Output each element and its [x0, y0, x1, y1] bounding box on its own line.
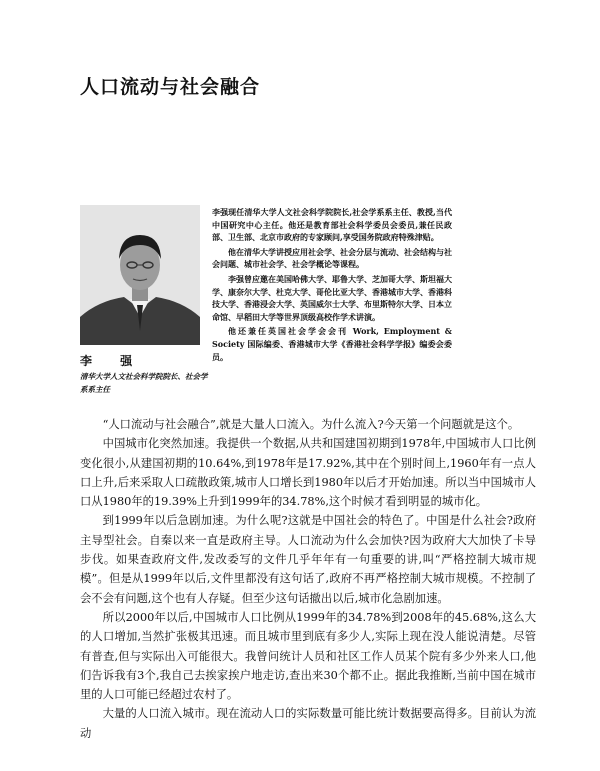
body-paragraph: 到1999年以后急剧加速。为什么呢?这就是中国社会的特色了。中国是什么社会?政府主导型社会。自秦以来一直是政府主导。人口流动为什么会加快?因为政府大大加快了卡导步伐。如果查政府文件,发改委写的文件几乎年年有一句重要的讲,叫“严格控制大城市规模”。但是从1999年以后,文件里都没有这句话了,政府不再严格控制大城市规模。不控制了会不会有问题,这个也有人存疑。但至少这句话撤出以后,城市化急剧加速。 [80, 514, 536, 605]
portrait-image [80, 205, 200, 345]
bio-paragraph: 他在清华大学讲授应用社会学、社会分层与流动、社会结构与社会问题、城市社会学、社会学概论等课程。 [212, 246, 452, 270]
author-portrait [80, 205, 200, 345]
body-paragraph: 所以2000年以后,中国城市人口比例从1999年的34.78%到2008年的45.68%,这么大的人口增加,当然扩张极其迅速。而且城市里到底有多少人,实际上现在没人能说清楚。尽管有普查,但与实际出入可能很大。我曾问统计人员和社区工作人员某个院有多少外来人口,他们告诉我有3个,我自己去挨家挨户地走访,查出来30个都不止。据此我推断,当前中国在城市里的人口可能已经超过农村了。 [80, 610, 536, 702]
article-body [80, 415, 536, 743]
body-paragraph: 中国城市化突然加速。我提供一个数据,从共和国建国初期到1978年,中国城市人口比例变化很小,从建国初期的10.64%,到1978年是17.92%,其中在个别时间上,1960年有一点人口上升,后来采取人口疏散政策,城市人口增长到1980年以后才开始加速。所以当中国城市人口从1980年的19.39%上升到1999年的34.78%,这个时候才看到明显的城市化。 [80, 437, 536, 509]
author-affiliation: 清华大学人文社会科学院院长、社会学系系主任 [80, 372, 208, 394]
bio-paragraph: 李强曾应邀在美国哈佛大学、耶鲁大学、芝加哥大学、斯坦福大学、康奈尔大学、杜克大学、哥伦比亚大学、香港城市大学、香港科技大学、香港浸会大学、英国威尔士大学、布里斯特尔大学、日本立命馆、早稻田大学等世界顶级高校作学术讲演。 [212, 273, 452, 322]
body-paragraph: 大量的人口流入城市。现在流动人口的实际数量可能比统计数据要高得多。目前认为流动 [80, 707, 536, 740]
article-title: 人口流动与社会融合 [80, 76, 261, 98]
bio-paragraph: 李强现任清华大学人文社会科学院院长,社会学系系主任、教授,当代中国研究中心主任。他还是教育部社会科学委员会委员,兼任民政部、卫生部、北京市政府的专家顾问,享受国务院政府特殊津贴。 [212, 207, 452, 243]
bio-paragraph: 他还兼任英国社会学会会刊 Work, Employment & Society 国际编委、香港城市大学《香港社会科学学报》编委会委员。 [212, 326, 452, 362]
author-name: 李 强 [80, 354, 145, 368]
author-bio [212, 206, 452, 363]
body-paragraph: “人口流动与社会融合”,就是大量人口流入。为什么流入?今天第一个问题就是这个。 [102, 418, 520, 431]
